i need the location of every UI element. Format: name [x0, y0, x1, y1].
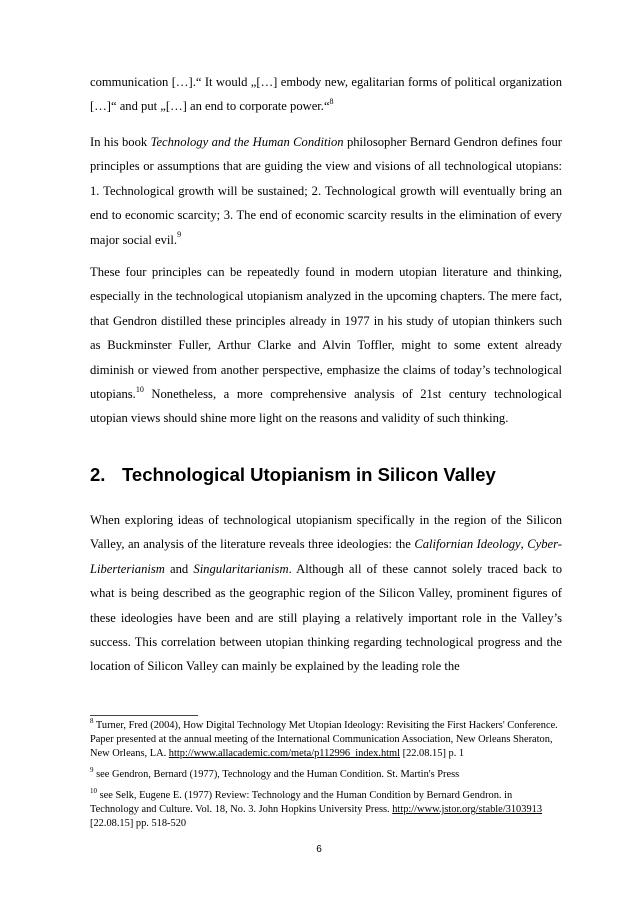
- ideology-cyber-liberterianism: Cyber-Liberterianism: [90, 537, 562, 576]
- footnote-text: see Gendron, Bernard (1977), Technology and the Human Condition. St. Martin's Press: [93, 769, 460, 780]
- footnote-9: [90, 765, 562, 782]
- ideology-californian: Californian Ideology: [414, 537, 521, 552]
- section-title: Technological Utopianism in Silicon Valley: [122, 464, 496, 485]
- footnote-text: Turner, Fred (2004), How Digital Technology Met Utopian Ideology: Revisiting the First Hackers' Conference. Paper presented at the annual meeting of the International Communication Association, New Orleans Sheraton, New Orleans, LA.: [90, 720, 558, 759]
- paragraph-silicon-valley: [90, 508, 562, 679]
- footnote-link[interactable]: http://www.allacademic.com/meta/p112996_index.html: [168, 748, 401, 759]
- paragraph-text: Nonetheless, a more comprehensive analysis of 21st century technological utopian views should shine more light on the reasons and validity of such thinking.: [90, 387, 562, 426]
- footnote-10: [90, 786, 562, 831]
- and-separator: and: [164, 561, 194, 576]
- paragraph-gendron-principles: [90, 130, 562, 252]
- footnote-text: see Selk, Eugene E. (1977) Review: Technology and the Human Condition by Bernard Gendron. in Technology and Culture. Vol. 18, No. 3. John Hopkins University Press.: [90, 790, 513, 815]
- paragraph-text: In his book: [90, 135, 151, 149]
- footnote-link[interactable]: http://www.jstor.org/stable/3103913: [392, 804, 543, 815]
- paragraph-text: philosopher Bernard Gendron defines four principles or assumptions that are guiding the view and visions of all technological utopians: 1. Technological growth will be sustained; 2. Technological growth will eventually bring an end to economic scarcity; 3. The end of economic scarcity results in the elimination of every major social evil.: [90, 135, 562, 247]
- footnote-text: [22.08.15] p. 1: [400, 748, 465, 759]
- footnote-number: 10: [90, 786, 97, 795]
- paragraph-four-principles: [90, 260, 562, 431]
- footnote-text: [22.08.15] pp. 518-520: [90, 818, 187, 829]
- comma-separator: ,: [520, 537, 528, 552]
- paragraph-text: When exploring ideas of technological utopianism specifically in the region of the Silicon Valley, an analysis of the literature reveals three ideologies: the: [90, 513, 562, 552]
- footnote-divider: [90, 715, 198, 716]
- book-title: Technology and the Human Condition: [150, 135, 344, 149]
- footnote-number: 8: [90, 716, 94, 725]
- paragraph-text: These four principles can be repeatedly found in modern utopian literature and thinking, especially in the technological utopianism analyzed in the upcoming chapters. The mere fact, that Gendron distilled these principles already in 1977 in his study of utopian thinkers such as Buckminster Fuller, Arthur Clarke and Alvin Toffler, might to some extent already diminish or viewed from another perspective, emphasize the claims of today’s technological utopians.: [90, 265, 562, 402]
- footnote-8: [90, 716, 562, 761]
- footnote-ref-10[interactable]: 10: [135, 384, 144, 394]
- footnote-ref-8[interactable]: 8: [329, 97, 334, 107]
- paragraph-text: communication […].“ It would „[…] embody new, egalitarian forms of political organization […]“ and put „[…] an end to corporate power.“: [90, 75, 562, 114]
- ideology-singularitarianism: Singularitarianism: [193, 561, 289, 576]
- section-number: 2.: [90, 464, 106, 485]
- footnote-number: 9: [90, 765, 94, 774]
- footnote-ref-9[interactable]: 9: [177, 230, 182, 240]
- section-heading: [90, 463, 562, 487]
- page-number: 6: [316, 844, 322, 855]
- paragraph-text: . Although all of these cannot solely traced back to what is being described as the geographic region of the Silicon Valley, prominent figures of these ideologies have been and are still playing a relatively important role in the Valley’s success. This correlation between utopian thinking regarding technological progress and the location of Silicon Valley can mainly be explained by the leading role the: [90, 561, 562, 674]
- paragraph-intro-quote: [90, 70, 562, 119]
